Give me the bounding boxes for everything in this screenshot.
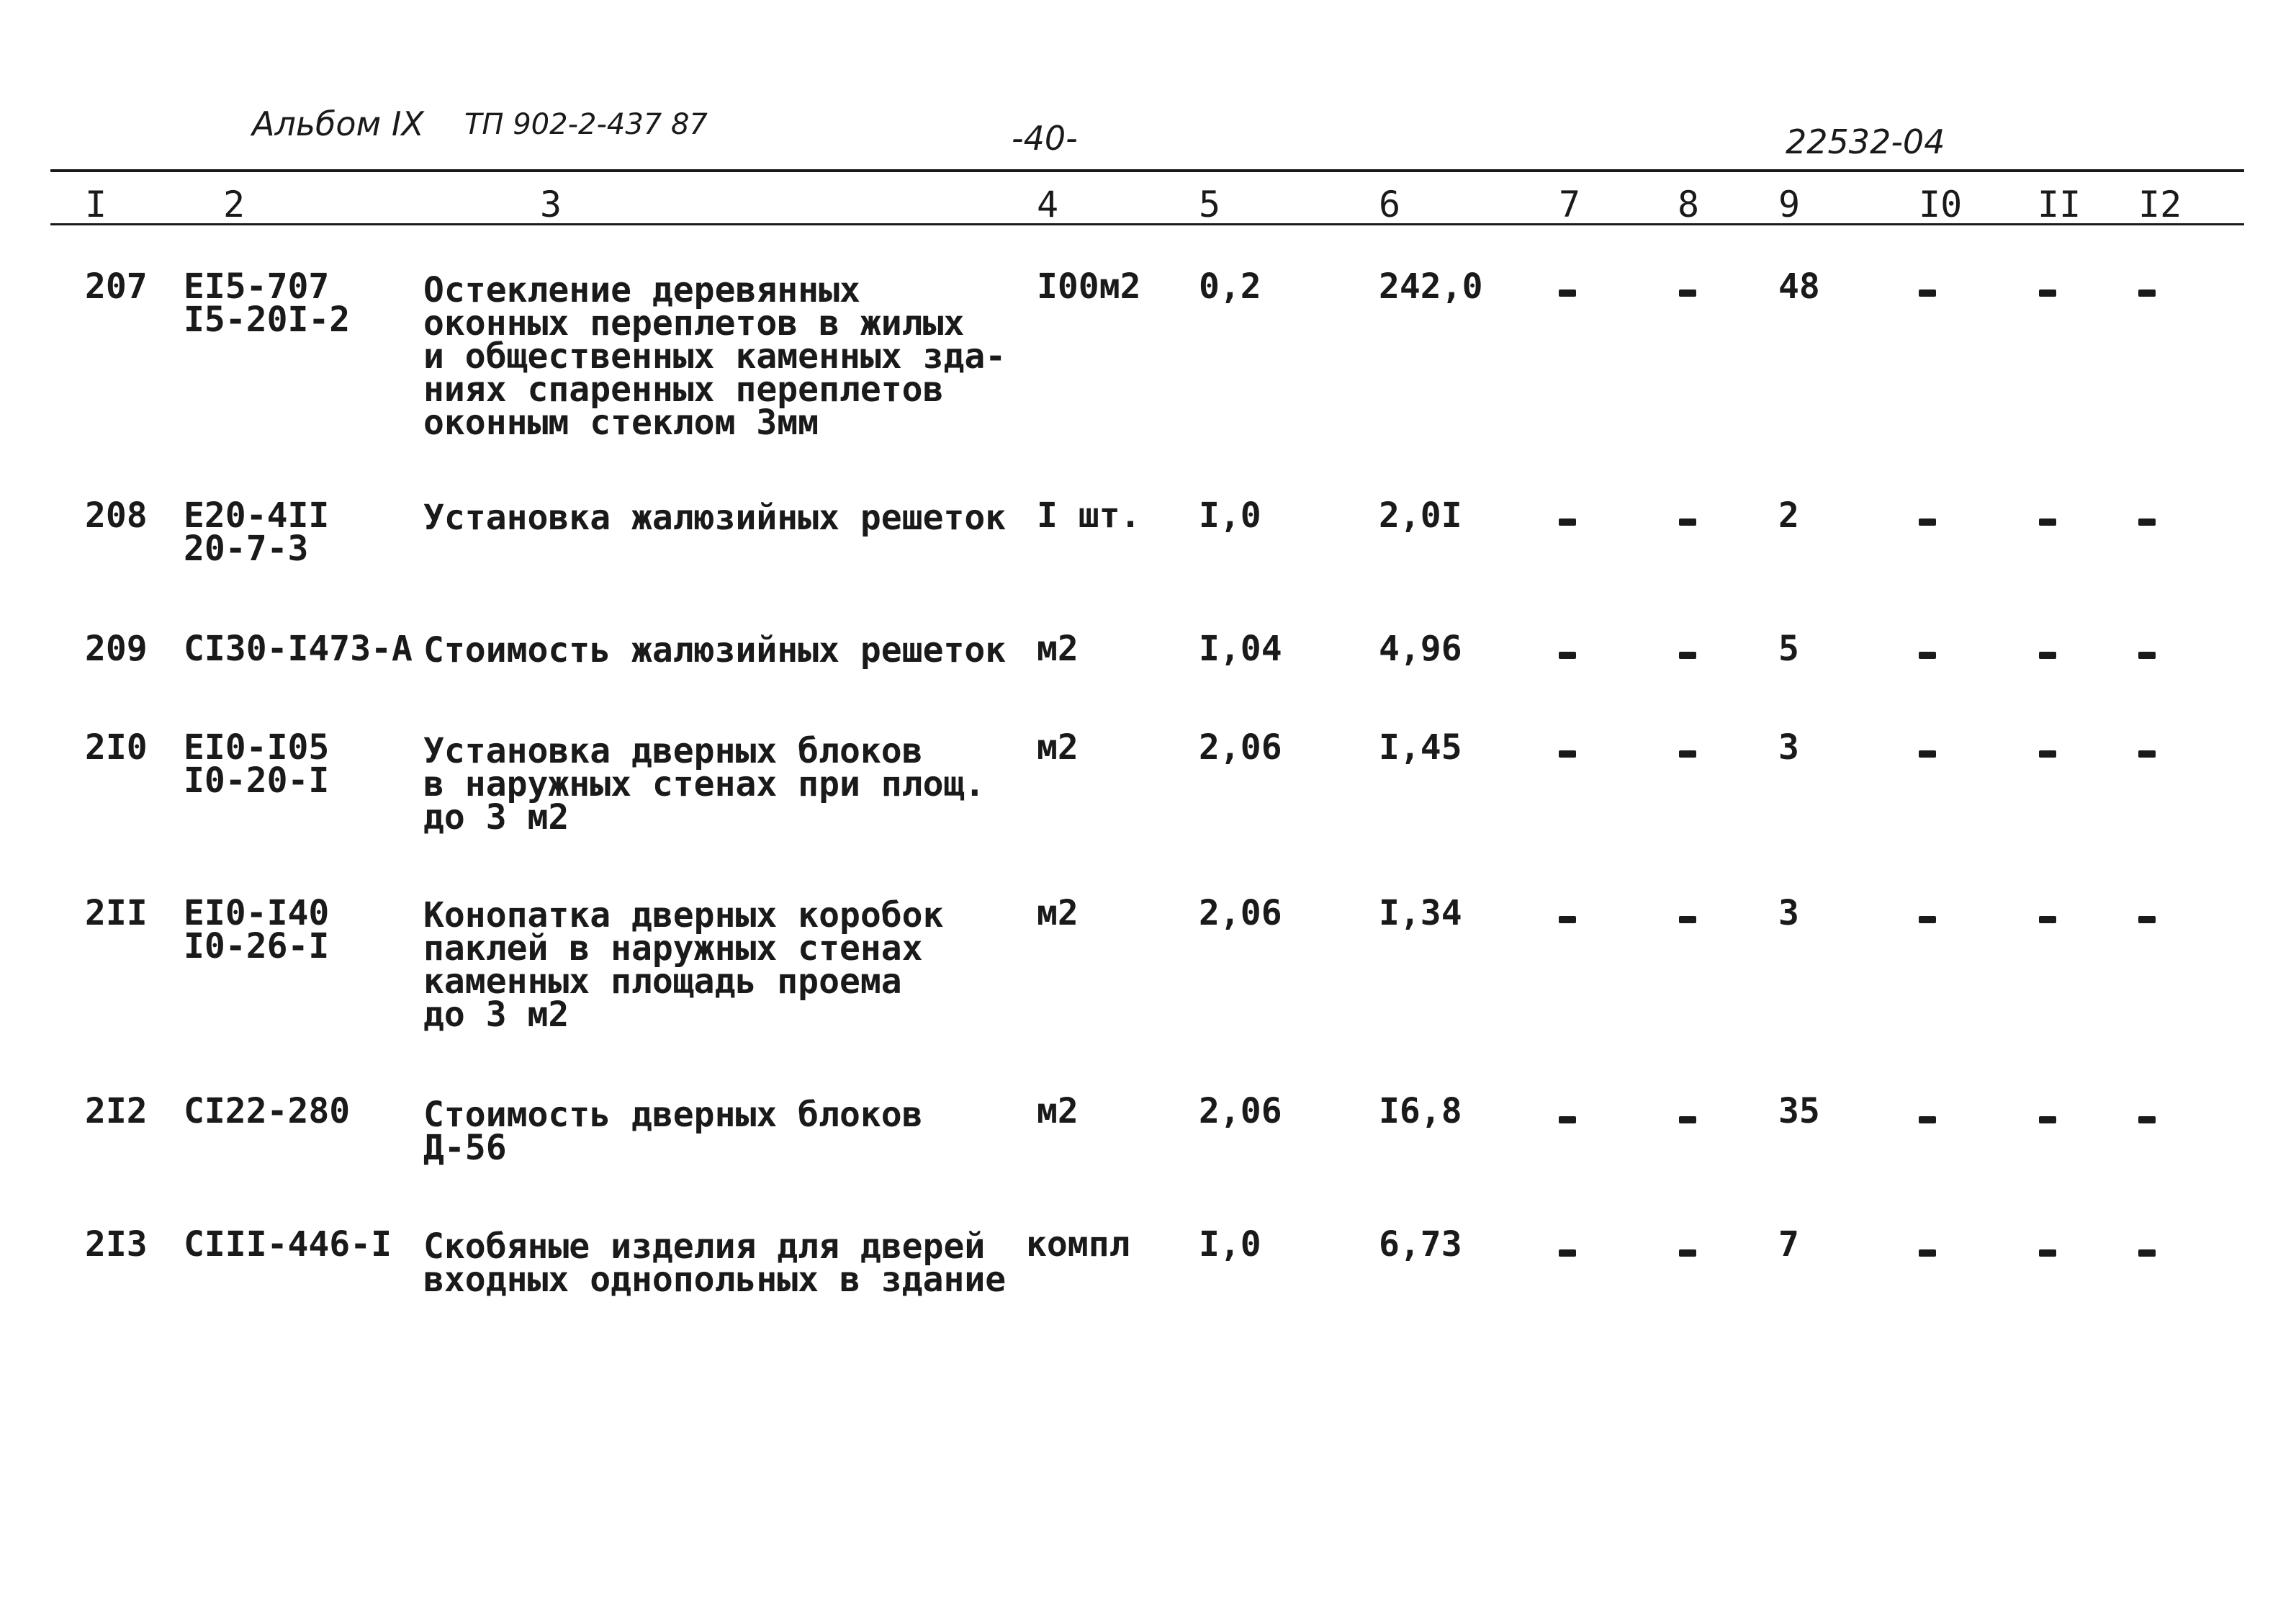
col-header-1: I (85, 184, 107, 225)
row-number: 208 (85, 495, 148, 536)
empty-dash-col7 (1559, 652, 1576, 659)
total-value: 7 (1778, 1224, 1799, 1265)
unit: м2 (1037, 1091, 1079, 1131)
col-header-10: I0 (1919, 184, 1963, 225)
empty-dash-col8 (1679, 916, 1696, 923)
total-value: 3 (1778, 727, 1799, 768)
empty-dash-col12 (2138, 519, 2156, 526)
header-bottom-rule (50, 223, 2244, 225)
empty-dash-col11 (2039, 750, 2056, 758)
empty-dash-col12 (2138, 289, 2156, 297)
unit-price: 242,0 (1379, 266, 1483, 307)
unit-price: 4,96 (1379, 629, 1462, 669)
quantity: 2,06 (1199, 893, 1282, 933)
quantity: 0,2 (1199, 266, 1261, 307)
empty-dash-col7 (1559, 289, 1576, 297)
work-description: Установка дверных блоков в наружных стенах при площ. до 3 м2 (423, 731, 986, 838)
row-number: 2I3 (85, 1224, 148, 1265)
row-number: 207 (85, 266, 148, 307)
quantity: 2,06 (1199, 727, 1282, 768)
unit: м2 (1037, 629, 1079, 669)
col-header-7: 7 (1559, 184, 1581, 225)
empty-dash-col8 (1679, 1116, 1696, 1123)
total-value: 35 (1778, 1091, 1820, 1131)
empty-dash-col7 (1559, 519, 1576, 526)
quantity: I,0 (1199, 1224, 1261, 1265)
document-code: 22532-04 (1786, 122, 1945, 161)
row-number: 2I2 (85, 1091, 148, 1131)
quantity: I,04 (1199, 629, 1282, 669)
col-header-2: 2 (223, 184, 246, 225)
col-header-9: 9 (1778, 184, 1801, 225)
project-code: ТП 902-2-437 87 (464, 108, 708, 141)
rate-code: CI30-I473-A (184, 629, 413, 669)
col-header-12: I2 (2138, 184, 2182, 225)
empty-dash-col12 (2138, 916, 2156, 923)
empty-dash-col7 (1559, 1249, 1576, 1257)
col-header-6: 6 (1379, 184, 1401, 225)
empty-dash-col11 (2039, 916, 2056, 923)
empty-dash-col10 (1919, 750, 1936, 758)
rate-code: CIII-446-I (184, 1224, 392, 1265)
col-header-5: 5 (1199, 184, 1221, 225)
quantity: I,0 (1199, 495, 1261, 536)
col-header-4: 4 (1037, 184, 1059, 225)
empty-dash-col12 (2138, 652, 2156, 659)
empty-dash-col12 (2138, 1116, 2156, 1123)
rate-code: EI5-707 I5-20I-2 (184, 266, 351, 340)
total-value: 2 (1778, 495, 1799, 536)
rate-code: EI0-I40 I0-26-I (184, 893, 330, 966)
rate-code: CI22-280 (184, 1091, 351, 1131)
page-number: -40- (1012, 119, 1078, 158)
empty-dash-col11 (2039, 1116, 2056, 1123)
work-description: Остекление деревянных оконных переплетов в жилых и общественных каменных зда- ниях спаренных переплетов оконным стеклом 3мм (423, 270, 1007, 443)
empty-dash-col8 (1679, 750, 1696, 758)
unit: I шт. (1037, 495, 1141, 536)
empty-dash-col12 (2138, 1249, 2156, 1257)
unit: I00м2 (1037, 266, 1141, 307)
empty-dash-col8 (1679, 519, 1696, 526)
unit-price: 6,73 (1379, 1224, 1462, 1265)
empty-dash-col11 (2039, 519, 2056, 526)
empty-dash-col11 (2039, 652, 2056, 659)
total-value: 48 (1778, 266, 1820, 307)
unit: м2 (1037, 727, 1079, 768)
quantity: 2,06 (1199, 1091, 1282, 1131)
unit-price: I6,8 (1379, 1091, 1462, 1131)
empty-dash-col10 (1919, 1116, 1936, 1123)
col-header-8: 8 (1678, 184, 1700, 225)
empty-dash-col11 (2039, 289, 2056, 297)
empty-dash-col10 (1919, 652, 1936, 659)
empty-dash-col7 (1559, 916, 1576, 923)
rate-code: EI0-I05 I0-20-I (184, 727, 330, 801)
total-value: 5 (1778, 629, 1799, 669)
work-description: Установка жалюзийных решеток (423, 498, 1007, 538)
empty-dash-col8 (1679, 652, 1696, 659)
empty-dash-col8 (1679, 1249, 1696, 1257)
empty-dash-col11 (2039, 1249, 2056, 1257)
empty-dash-col7 (1559, 1116, 1576, 1123)
work-description: Стоимость дверных блоков Д-56 (423, 1095, 923, 1168)
empty-dash-col7 (1559, 750, 1576, 758)
empty-dash-col8 (1679, 289, 1696, 297)
unit: компл (1026, 1224, 1130, 1265)
unit-price: I,34 (1379, 893, 1462, 933)
unit: м2 (1037, 893, 1079, 933)
header-top-rule (50, 169, 2244, 172)
empty-dash-col10 (1919, 519, 1936, 526)
work-description: Скобяные изделия для дверей входных однопольных в здание (423, 1226, 1007, 1300)
col-header-3: 3 (540, 184, 562, 225)
empty-dash-col10 (1919, 916, 1936, 923)
empty-dash-col10 (1919, 1249, 1936, 1257)
unit-price: I,45 (1379, 727, 1462, 768)
work-description: Конопатка дверных коробок паклей в наружных стенах каменных площадь проема до 3 м2 (423, 895, 944, 1035)
rate-code: E20-4II 20-7-3 (184, 495, 330, 569)
total-value: 3 (1778, 893, 1799, 933)
album-label: Альбом IX (252, 104, 424, 143)
col-header-11: II (2038, 184, 2081, 225)
row-number: 2I0 (85, 727, 148, 768)
unit-price: 2,0I (1379, 495, 1462, 536)
row-number: 2II (85, 893, 148, 933)
empty-dash-col12 (2138, 750, 2156, 758)
row-number: 209 (85, 629, 148, 669)
empty-dash-col10 (1919, 289, 1936, 297)
work-description: Стоимость жалюзийных решеток (423, 630, 1007, 670)
